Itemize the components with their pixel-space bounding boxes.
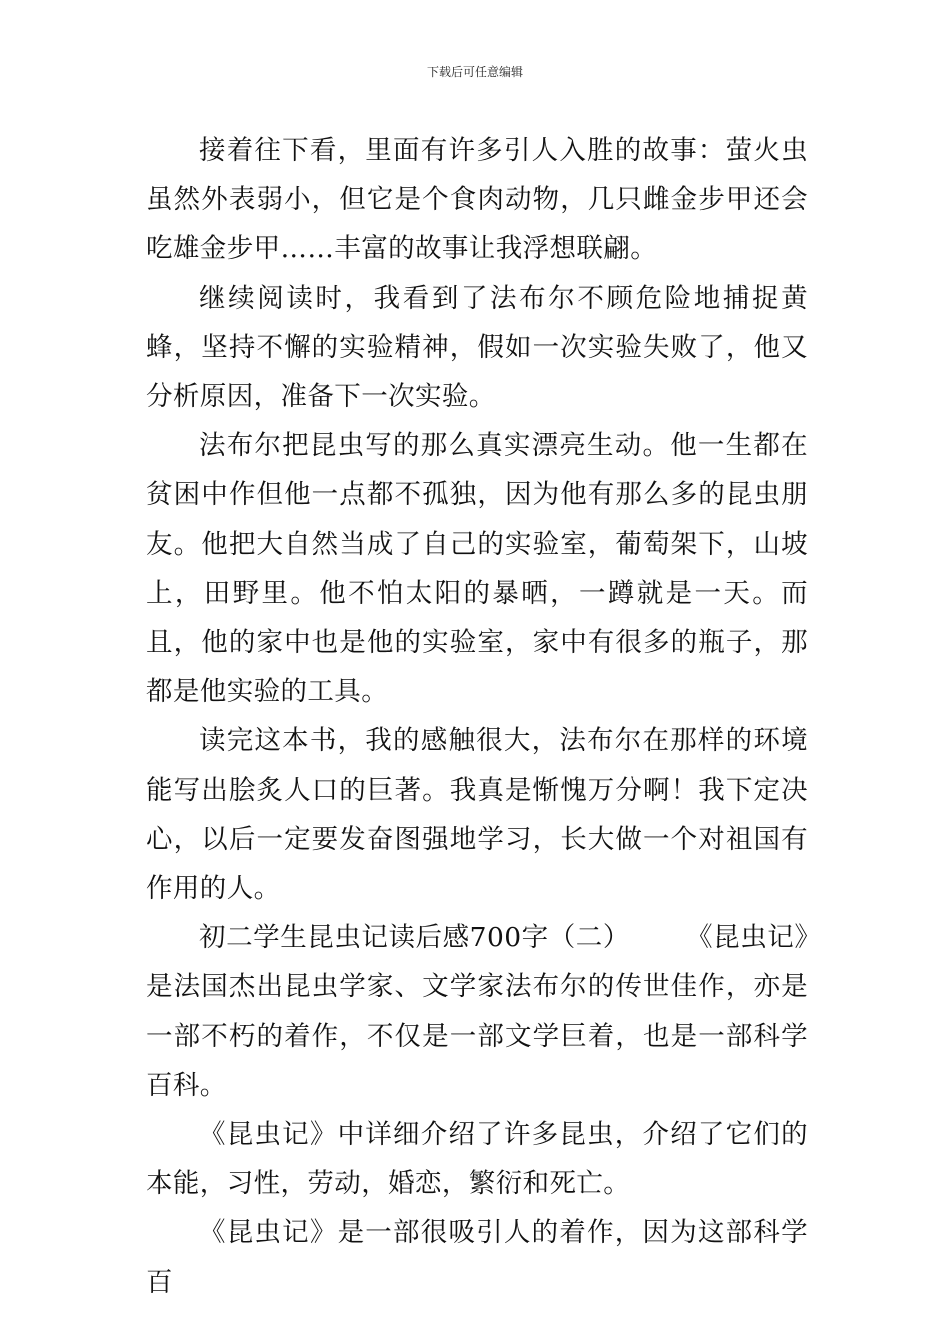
page-header: 下载后可任意编辑 bbox=[426, 65, 523, 79]
paragraph-fabre-life: 法布尔把昆虫写的那么真实漂亮生动。他一生都在贫困中作但他一点都不孤独，因为他有那么多的昆虫朋友。他把大自然当成了自己的实验室，葡萄架下，山坡上，田野里。他不怕太阳的暴晒，一蹲就是一天。而且，他的家中也是他的实验室，家中有很多的瓶子，那都是他实验的工具。 bbox=[146, 430, 808, 708]
paragraph-appeal: 《昆虫记》是一部很吸引人的着作，因为这部科学百 bbox=[146, 1217, 808, 1298]
paragraph-stories: 接着往下看，里面有许多引人入胜的故事：萤火虫虽然外表弱小，但它是个食肉动物，几只雌金步甲还会吃雄金步甲……丰富的故事让我浮想联翩。 bbox=[146, 135, 808, 265]
paragraph-reflection: 读完这本书，我的感触很大，法布尔在那样的环境能写出脍炙人口的巨著。我真是惭愧万分啊！我下定决心，以后一定要发奋图强地学习，长大做一个对祖国有作用的人。 bbox=[146, 725, 808, 905]
paragraph-experiments: 继续阅读时，我看到了法布尔不顾危险地捕捉黄蜂，坚持不懈的实验精神，假如一次实验失败了，他又分析原因，准备下一次实验。 bbox=[146, 282, 808, 413]
paragraph-section-two bbox=[146, 913, 808, 1110]
paragraph-content-summary: 《昆虫记》中详细介绍了许多昆虫，介绍了它们的本能，习性，劳动，婚恋，繁衍和死亡。 bbox=[146, 1119, 808, 1200]
section-title: 初二学生昆虫记读后感700字（二） bbox=[199, 922, 630, 954]
document-body bbox=[146, 126, 808, 1307]
section-lead: 《昆虫记》是法国杰出昆虫学家、文学家法布尔的传世佳作，亦是一部不朽的着作，不仅是一部文学巨着，也是一部科学百科。 bbox=[146, 922, 808, 1101]
